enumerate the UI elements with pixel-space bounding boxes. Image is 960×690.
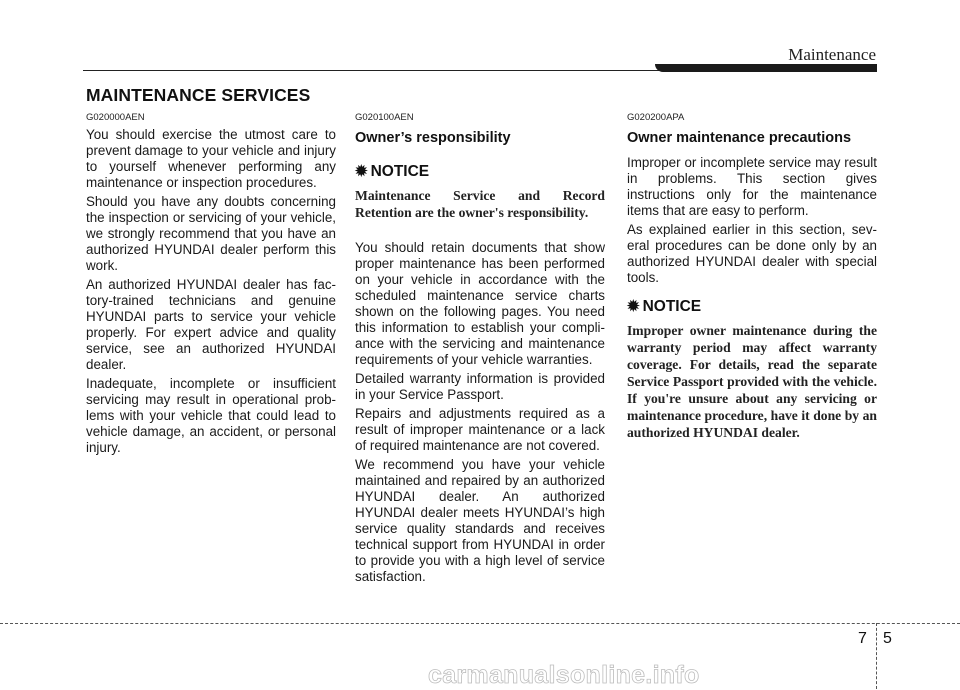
column-owner-responsibility xyxy=(355,112,605,588)
notice-heading xyxy=(355,163,605,181)
footer-rule xyxy=(0,623,960,624)
paragraph: As explained earlier in this section, several procedures can be done only by an authorized HYUNDAI dealer with special tools. xyxy=(627,222,877,285)
column-owner-precautions xyxy=(627,112,877,441)
header-rule-accent xyxy=(655,64,877,72)
notice-asterisk-icon: ✹ xyxy=(355,163,368,180)
paragraph: Detailed warranty information is provided in your Service Passport. xyxy=(355,371,605,402)
section-code: G020200APA xyxy=(627,112,685,123)
header-rule xyxy=(83,70,661,71)
notice-asterisk-icon: ✹ xyxy=(627,298,640,315)
paragraph: We recommend you have your vehicle maintained and repaired by an authorized HYUNDAI dealer. An authorized HYUNDAI dealer meets HYUNDAI’s high service quality standards and receives technical support from HYUNDAI in order to provide you with a high level of service satisfaction. xyxy=(355,457,605,584)
column-general xyxy=(86,112,336,459)
notice-box xyxy=(627,298,877,441)
watermark: carmanualsonline.info xyxy=(428,661,700,689)
paragraph: Inadequate, incomplete or insufficient servicing may result in operational problems with your vehicle that could lead to vehicle damage, an accident, or personal injury. xyxy=(86,376,336,455)
paragraph: An authorized HYUNDAI dealer has factory-trained technicians and genuine HYUNDAI parts to service your vehicle properly. For expert advice and quality service, see an authorized HYUNDAI dealer. xyxy=(86,277,336,372)
paragraph: Improper or incomplete service may result in problems. This section gives instructions only for the maintenance items that are easy to perform. xyxy=(627,155,877,218)
paragraph: Repairs and adjustments required as a result of improper maintenance or a lack of required maintenance are not covered. xyxy=(355,406,605,453)
section-code: G020100AEN xyxy=(355,112,414,123)
page-number: 5 xyxy=(883,630,892,647)
section-code: G020000AEN xyxy=(86,112,145,123)
subheading: Owner maintenance precautions xyxy=(627,130,852,146)
notice-heading xyxy=(627,298,877,316)
footer-divider xyxy=(876,623,877,689)
notice-text: Maintenance Service and Record Retention are the owner's responsibility. xyxy=(355,188,605,220)
paragraph: You should retain documents that show proper maintenance has been performed on your vehicle in accordance with the scheduled maintenance service charts shown on the following pages. You need this information to establish your compliance with the servicing and maintenance requirements of your vehicle warranties. xyxy=(355,240,605,367)
section-title: MAINTENANCE SERVICES xyxy=(86,85,311,105)
running-header-title: Maintenance xyxy=(788,45,876,64)
paragraph: Should you have any doubts concerning the inspection or servicing of your vehicle, we strongly recommend that you have an authorized HYUNDAI dealer perform this work. xyxy=(86,194,336,273)
notice-text: Improper owner maintenance during the warranty period may affect warranty coverage. For details, read the separate Service Passport provided with the vehicle. If you're unsure about any servicing or maintenance procedure, have it done by an authorized HYUNDAI dealer. xyxy=(627,323,877,440)
subheading: Owner’s responsibility xyxy=(355,130,511,146)
paragraph: You should exercise the utmost care to prevent damage to your vehicle and injury to yourself whenever performing any maintenance or inspection procedures. xyxy=(86,127,336,190)
chapter-number: 7 xyxy=(858,630,867,647)
notice-label: NOTICE xyxy=(370,163,430,180)
notice-label: NOTICE xyxy=(642,298,702,315)
